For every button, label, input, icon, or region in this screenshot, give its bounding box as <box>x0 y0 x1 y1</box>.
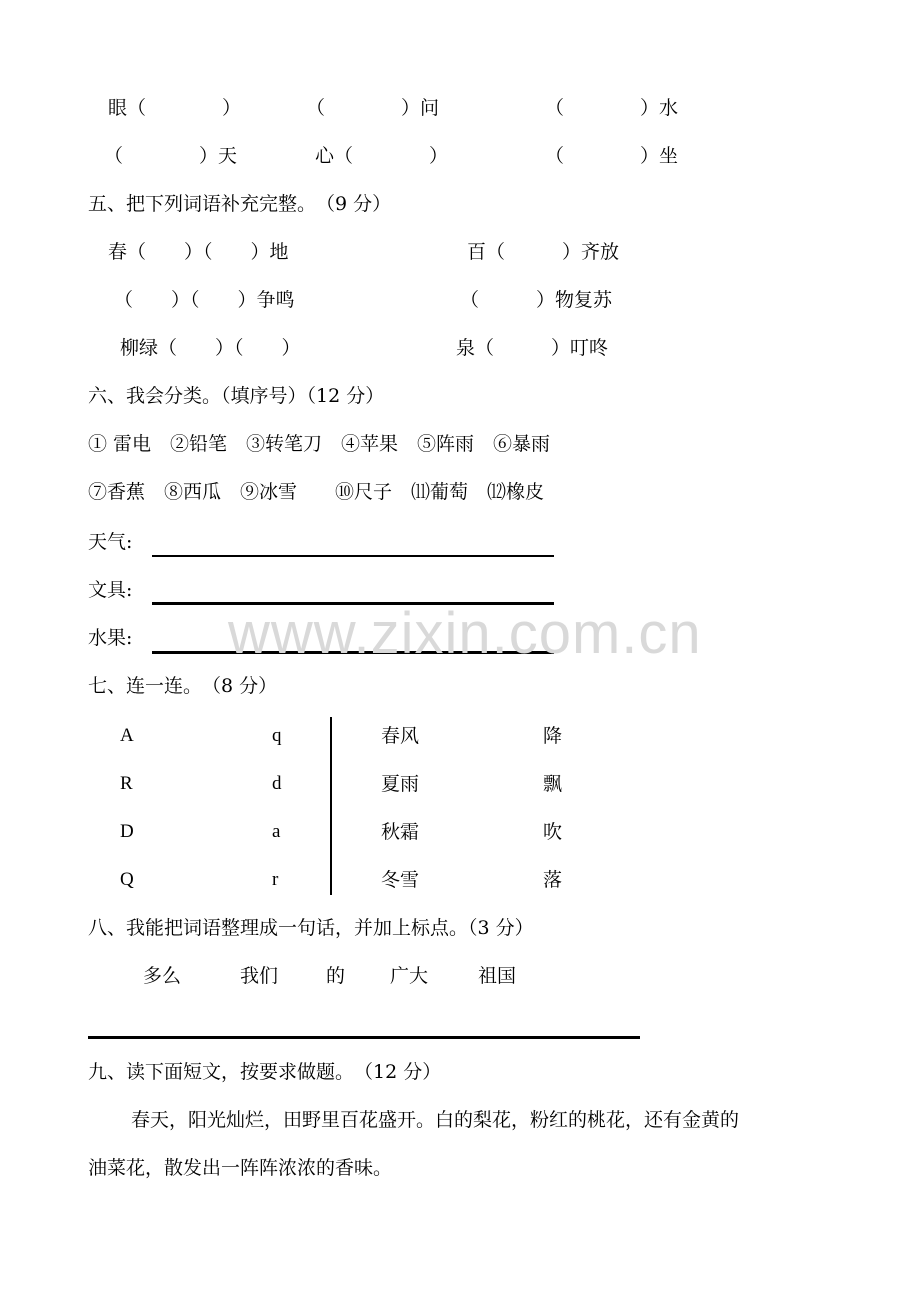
match-col2-item: r <box>272 869 279 890</box>
s5-r3-right: 泉（ ）叮咚 <box>456 337 609 359</box>
section6-title: 六、我会分类。（填序号）（12 分） <box>88 385 385 407</box>
s6-items-row1: ① 雷电 ②铅笔 ③转笔刀 ④苹果 ⑤阵雨 ⑥暴雨 <box>88 433 551 455</box>
match-col2-item: d <box>272 773 282 794</box>
match-col1-item: Q <box>120 869 134 890</box>
sentence-answer-line[interactable] <box>88 1036 640 1039</box>
match-col4-item: 落 <box>543 869 563 891</box>
s5-r1-right: 百（ ）齐放 <box>467 241 620 263</box>
match-divider <box>330 717 332 895</box>
watermark-text: www.zixin.com.cn <box>228 601 702 666</box>
match-col4-item: 飘 <box>543 773 563 795</box>
s5-r3-left: 柳绿（ ）（ ） <box>120 337 301 359</box>
s4-r1-c3: （ ）水 <box>545 97 679 119</box>
section5-title: 五、把下列词语补充完整。 （9 分） <box>88 193 392 215</box>
s4-r1-c1: 眼（ ） <box>108 97 242 119</box>
s4-r2-c1: （ ）天 <box>104 145 238 167</box>
answer-line-weather[interactable] <box>152 555 554 557</box>
match-col4-item: 降 <box>543 725 563 747</box>
s6-items-row2: ⑦香蕉 ⑧西瓜 ⑨冰雪 ⑩尺子 ⑾葡萄 ⑿橡皮 <box>88 481 545 503</box>
match-col2-item: a <box>272 821 281 842</box>
match-col1-item: A <box>120 725 134 746</box>
passage-line-2: 油菜花，散发出一阵阵浓浓的香味。 <box>88 1157 393 1179</box>
s4-r2-c3: （ ）坐 <box>545 145 679 167</box>
word-chip: 祖国 <box>478 965 517 987</box>
s5-r1-left: 春（ ）（ ）地 <box>108 241 289 263</box>
match-col2-item: q <box>272 725 282 746</box>
s5-r2-left: （ ）（ ）争鸣 <box>114 289 295 311</box>
passage-line-1: 春天，阳光灿烂，田野里百花盛开。白的梨花，粉红的桃花，还有金黄的 <box>131 1109 740 1131</box>
match-col4-item: 吹 <box>543 821 563 843</box>
s4-r1-c2: （ ）问 <box>306 97 440 119</box>
section7-title: 七、连一连。 （8 分） <box>88 675 278 697</box>
word-chip: 广大 <box>390 965 429 987</box>
section8-title: 八、我能把词语整理成一句话，并加上标点。（3 分） <box>88 917 534 939</box>
word-chip: 的 <box>326 965 346 987</box>
match-col3-item: 冬雪 <box>381 869 420 891</box>
match-col3-item: 春风 <box>381 725 420 747</box>
category-fruit: 水果: <box>88 627 133 649</box>
s5-r2-right: （ ）物复苏 <box>460 289 613 311</box>
match-col1-item: R <box>120 773 133 794</box>
match-col3-item: 夏雨 <box>381 773 420 795</box>
s4-r2-c2: 心（ ） <box>315 145 449 167</box>
match-col1-item: D <box>120 821 134 842</box>
section9-title: 九、读下面短文，按要求做题。 （12 分） <box>88 1061 442 1083</box>
category-stationery: 文具: <box>88 579 133 601</box>
match-col3-item: 秋霜 <box>381 821 420 843</box>
word-chip: 我们 <box>240 965 279 987</box>
category-weather: 天气: <box>88 531 133 553</box>
word-chip: 多么 <box>143 965 182 987</box>
